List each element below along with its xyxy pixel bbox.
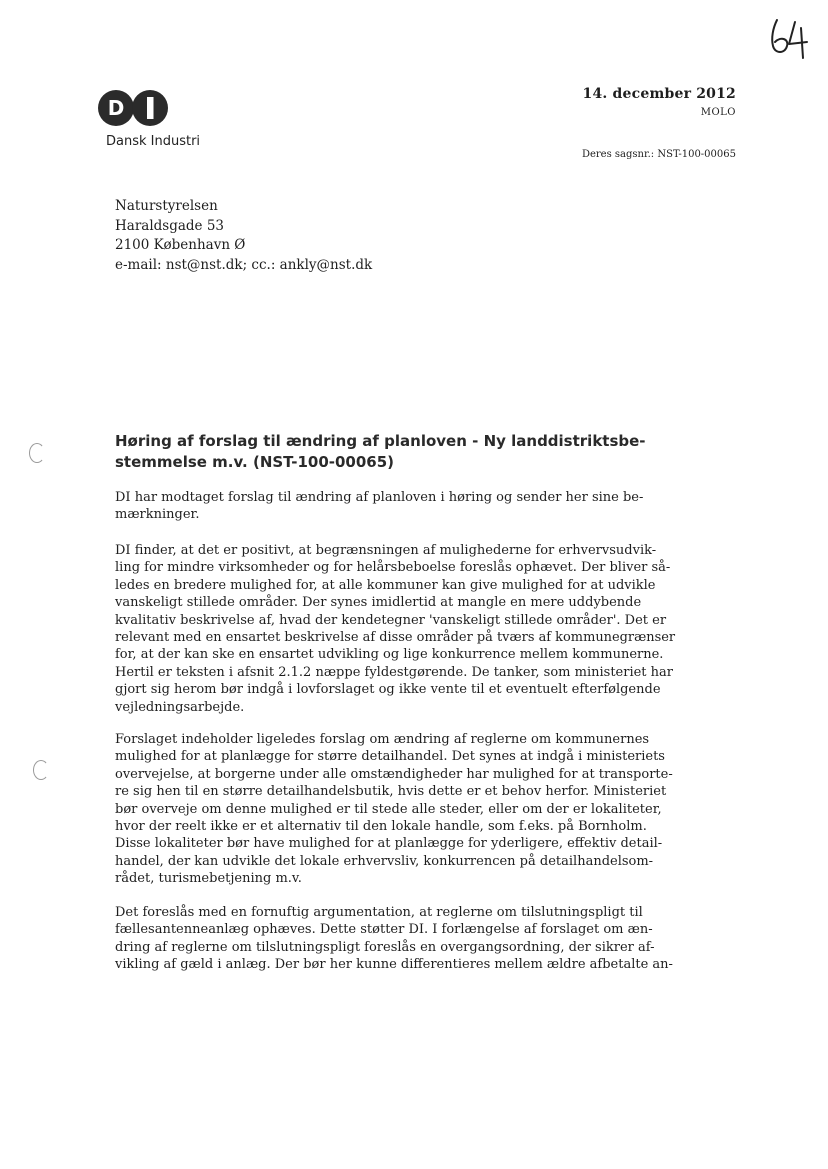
body-paragraph-4 <box>115 904 675 974</box>
body-paragraph-3 <box>115 731 675 888</box>
text-line: fællesantenneanlæg ophæves. Dette støtter DI. I forlængelse af forslaget om æn- <box>115 922 653 938</box>
punch-hole-mark <box>29 443 45 463</box>
text-line: Disse lokaliteter bør have mulighed for at planlægge for yderligere, effektiv detail- <box>115 836 663 852</box>
text-line: rådet, turismebetjening m.v. <box>115 871 302 887</box>
punch-hole-mark <box>33 760 49 780</box>
letter-date: 14. december 2012 <box>582 86 736 102</box>
text-line: Hertil er teksten i afsnit 2.1.2 næppe fyldestgørende. De tanker, som ministeriet har <box>115 664 673 680</box>
text-line: vejledningsarbejde. <box>115 699 245 715</box>
body-paragraph-2 <box>115 542 675 716</box>
text-line: hvor der reelt ikke er et alternativ til den lokale handle, som f.eks. på Bornholm. <box>115 819 647 835</box>
text-line: mulighed for at planlægge for større detailhandel. Det synes at indgå i ministeriets <box>115 749 665 765</box>
subject-line: stemmelse m.v. (NST-100-00065) <box>115 453 395 471</box>
address-line: Naturstyrelsen <box>115 198 218 214</box>
address-line: e-mail: nst@nst.dk; cc.: ankly@nst.dk <box>115 256 373 273</box>
text-line: mærkninger. <box>115 507 200 523</box>
body-paragraph-1 <box>115 489 675 524</box>
text-line: Forslaget indeholder ligeledes forslag om ændring af reglerne om kommunernes <box>115 732 650 747</box>
text-line: DI har modtaget forslag til ændring af planloven i høring og sender her sine be- <box>115 490 644 505</box>
text-line: Det foreslås med en fornuftig argumentation, at reglerne om tilslutningspligt til <box>115 905 643 920</box>
text-line: relevant med en ensartet beskrivelse af disse områder på tværs af kommunegrænser <box>115 630 676 646</box>
text-line: overvejelse, at borgerne under alle omstændigheder har mulighed for at transporte- <box>115 766 673 782</box>
handwritten-page-number <box>765 14 815 62</box>
text-line: vanskeligt stillede områder. Der synes imidlertid at mangle en mere uddybende <box>115 595 642 611</box>
text-line: ledes en bredere mulighed for, at alle kommuner kan give mulighed for at udvikle <box>115 577 656 593</box>
text-line: kvalitativ beskrivelse af, hvad der kendetegner 'vanskeligt stillede områder'. Det er <box>115 612 667 628</box>
text-line: for, at der kan ske en ensartet udvikling og lige konkurrence mellem kommunerne. <box>115 647 664 663</box>
text-line: gjort sig herom bør indgå i lovforslaget og ikke vente til et eventuelt efterfølgende <box>115 682 661 698</box>
text-line: ling for mindre virksomheder og for helårsbeboelse foreslås ophævet. Der bliver så- <box>115 560 671 576</box>
letter-subject <box>115 431 675 473</box>
address-line: 2100 København Ø <box>115 237 246 253</box>
text-line: bør overveje om denne mulighed er til stede alle steder, eller om der er lokaliteter, <box>115 801 662 817</box>
recipient-address <box>115 197 372 275</box>
text-line: handel, der kan udvikle det lokale erhvervsliv, konkurrencen på detailhandelsom- <box>115 853 654 869</box>
text-line: re sig hen til en større detailhandelsbutik, hvis dette er et behov herfor. Ministeriet <box>115 784 667 800</box>
text-line: dring af reglerne om tilslutningspligt foreslås en overgangsordning, der sikrer af- <box>115 939 655 955</box>
address-line: Haraldsgade 53 <box>115 217 225 234</box>
text-line: DI finder, at det er positivt, at begrænsningen af mulighederne for erhvervsudvik- <box>115 543 657 558</box>
sender-initials: MOLO <box>700 107 736 118</box>
case-reference: Deres sagsnr.: NST-100-00065 <box>581 149 736 160</box>
subject-line: Høring af forslag til ændring af planloven - Ny landdistriktsbe- <box>115 432 646 450</box>
dansk-industri-logo <box>96 88 170 128</box>
svg-text:D: D <box>107 96 125 120</box>
company-name: Dansk Industri <box>106 134 201 149</box>
text-line: vikling af gæld i anlæg. Der bør her kunne differentieres mellem ældre afbetalte an- <box>115 957 673 973</box>
